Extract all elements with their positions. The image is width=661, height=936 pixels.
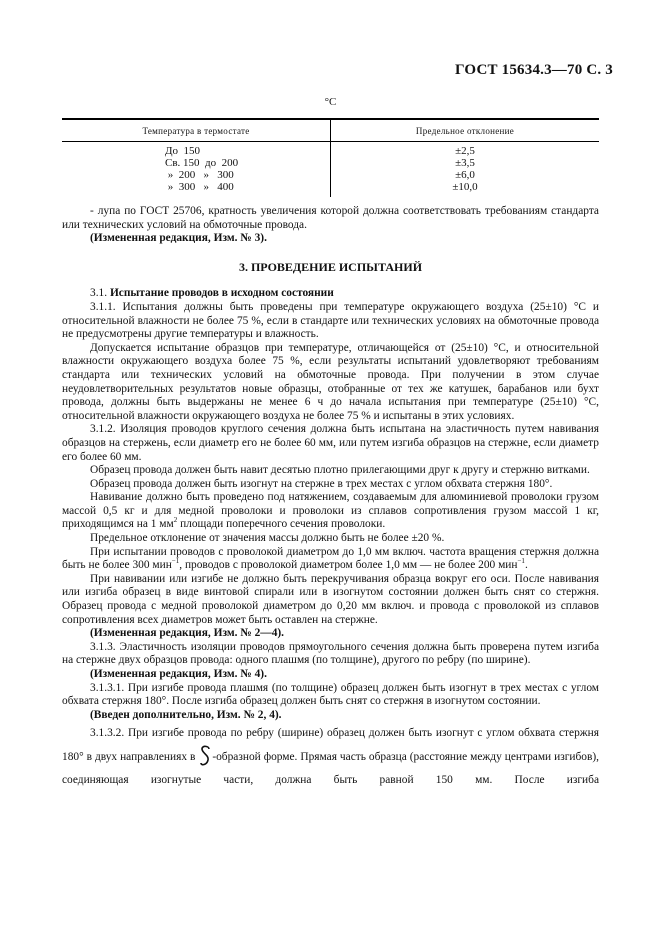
paragraph-3-1-3-2 xyxy=(62,722,599,792)
subsection-3-1 xyxy=(62,287,599,301)
text-span: -образной форме. Прямая часть образца (расстояние между центрами изгибов), соединяющая изогнутые части, должна быть равной 150 мм. После изгиба xyxy=(62,751,599,787)
amendment-note: (Измененная редакция, Изм. № 2—4). xyxy=(90,627,285,640)
paragraph-predel: Предельное отклонение от значения массы должно быть не более ±20 %. xyxy=(90,532,445,545)
paragraph-navivanie xyxy=(62,491,599,532)
amendment-note: (Измененная редакция, Изм. № 3). xyxy=(90,232,267,245)
text-span: При испытании проводов с проволокой диаметром до 1,0 мм включ. частота вращения стержня должна быть не более 300 мин xyxy=(62,545,599,572)
temperature-table xyxy=(62,118,599,197)
temperature-cell: » 300 » 400 xyxy=(165,181,234,193)
amendment-note: (Измененная редакция, Изм. № 4). xyxy=(90,668,267,680)
subsection-title: Испытание проводов в исходном состоянии xyxy=(109,287,334,300)
column-header-temperature: Температура в термостате xyxy=(62,119,331,142)
paragraph-izognut: Образец провода должен быть изогнут на стержне в трех местах с углом обхвата стержня 180°. xyxy=(90,477,553,490)
deviation-cell: ±3,5 xyxy=(455,157,475,169)
superscript: −1 xyxy=(171,557,180,566)
deviation-cell: ±10,0 xyxy=(452,181,478,193)
subsection-number: 3.1. xyxy=(90,287,110,300)
text-span: , проводов с проволокой диаметром более 1,0 мм — не более 200 мин xyxy=(179,559,518,572)
text-span: . xyxy=(524,559,528,572)
paragraph-dopuskaetsya: Допускается испытание образцов при температуре, отличающейся от (25±10) °С, и относительной влажности окружающего воздуха более 75 %, если результаты испытаний удовлетворяют требованиям стандарта или технических условий на обмоточные провода. При получении в этом случае неудовлетворительных результатов новые образцы, отобранные от тех же катушек, барабанов или бухт провода, должны быть выдержаны не менее 6 ч до начала испытания при температуре (25±10) °С, относительной влажности окружающего воздуха не более 75 % и испытаны в этих условиях. xyxy=(62,341,599,422)
paragraph-pri-ispytanii xyxy=(62,546,599,573)
paragraph-naviv: Образец провода должен быть навит десятью плотно прилегающими друг к другу и стержню витками. xyxy=(90,464,590,477)
temperature-cell: Св. 150 до 200 xyxy=(165,157,239,169)
superscript: 2 xyxy=(173,516,178,525)
temperature-cell: До 150 xyxy=(165,145,201,157)
section-title: 3. ПРОВЕДЕНИЕ ИСПЫТАНИЙ xyxy=(238,259,423,274)
paragraph-perekruchivanie: При навивании или изгибе не должно быть перекручивания образца вокруг его оси. После навивания или изгиба образец в виде винтовой спирали или в изогнутом состоянии должен быть снят со стержня. Образец провода с медной проволокой диаметром до 0,20 мм включ. и провода с проволокой из сплавов сопротивления всех диаметров может быть оставлен на стержне. xyxy=(62,572,599,626)
table-row xyxy=(62,142,599,198)
text-span: 3.1.3.2. При изгибе провода по ребру (ширине) образец должен быть изогнут с углом обхвата стержня 180° в двух направлениях в xyxy=(62,727,599,764)
amendment-note: (Введен дополнительно, Изм. № 2, 4). xyxy=(90,708,282,721)
temperature-cell: » 200 » 300 xyxy=(165,169,234,181)
deviation-cell: ±6,0 xyxy=(455,169,475,181)
table-unit: °C xyxy=(324,96,337,108)
text-span: площади поперечного сечения проволоки. xyxy=(177,518,386,531)
paragraph-3-1-3-1: 3.1.3.1. При изгибе провода плашмя (по толщине) образец должен быть изогнут в трех местах с углом обхвата стержня 180°. После изгиба образец должен быть снят со стержня в изогнутом состоянии. xyxy=(62,681,599,708)
deviation-cell: ±2,5 xyxy=(455,145,475,157)
paragraph-3-1-3: 3.1.3. Эластичность изоляции проводов прямоугольного сечения должна быть проверена путем изгиба на стержне двух образцов провода: одного плашмя (по толщине), другого по ребру (по ширине). xyxy=(62,640,599,667)
superscript: −1 xyxy=(517,557,525,566)
column-header-deviation: Предельное отклонение xyxy=(331,119,600,142)
paragraph-3-1-1: 3.1.1. Испытания должны быть проведены при температуре окружающего воздуха (25±10) °С и относительной влажности не более 75 %, если в стандарте или технических условиях на обмоточные провода не предусмотрены другие температуры и влажность. xyxy=(62,300,599,341)
s-shape-icon xyxy=(198,745,212,767)
paragraph-lupa: - лупа по ГОСТ 25706, кратность увеличения которой должна соответствовать требованиям стандарта или технических условий на обмоточные провода. xyxy=(62,205,599,231)
document-body xyxy=(62,205,599,792)
page-header: ГОСТ 15634.3—70 С. 3 xyxy=(455,62,613,78)
paragraph-3-1-2: 3.1.2. Изоляция проводов круглого сечения должна быть испытана на эластичность путем навивания образцов на стержень, если диаметр его не более 60 мм, или путем изгиба образцов на стержне, если диаметр его более 60 мм. xyxy=(62,423,599,463)
text-span: Навивание должно быть проведено под натяжением, создаваемым для алюминиевой проволоки грузом массой 0,5 кг и для медной проволоки и проволоки из сплавов сопротивления грузом массой 1 кг, приходящимся на 1 мм xyxy=(62,491,599,531)
